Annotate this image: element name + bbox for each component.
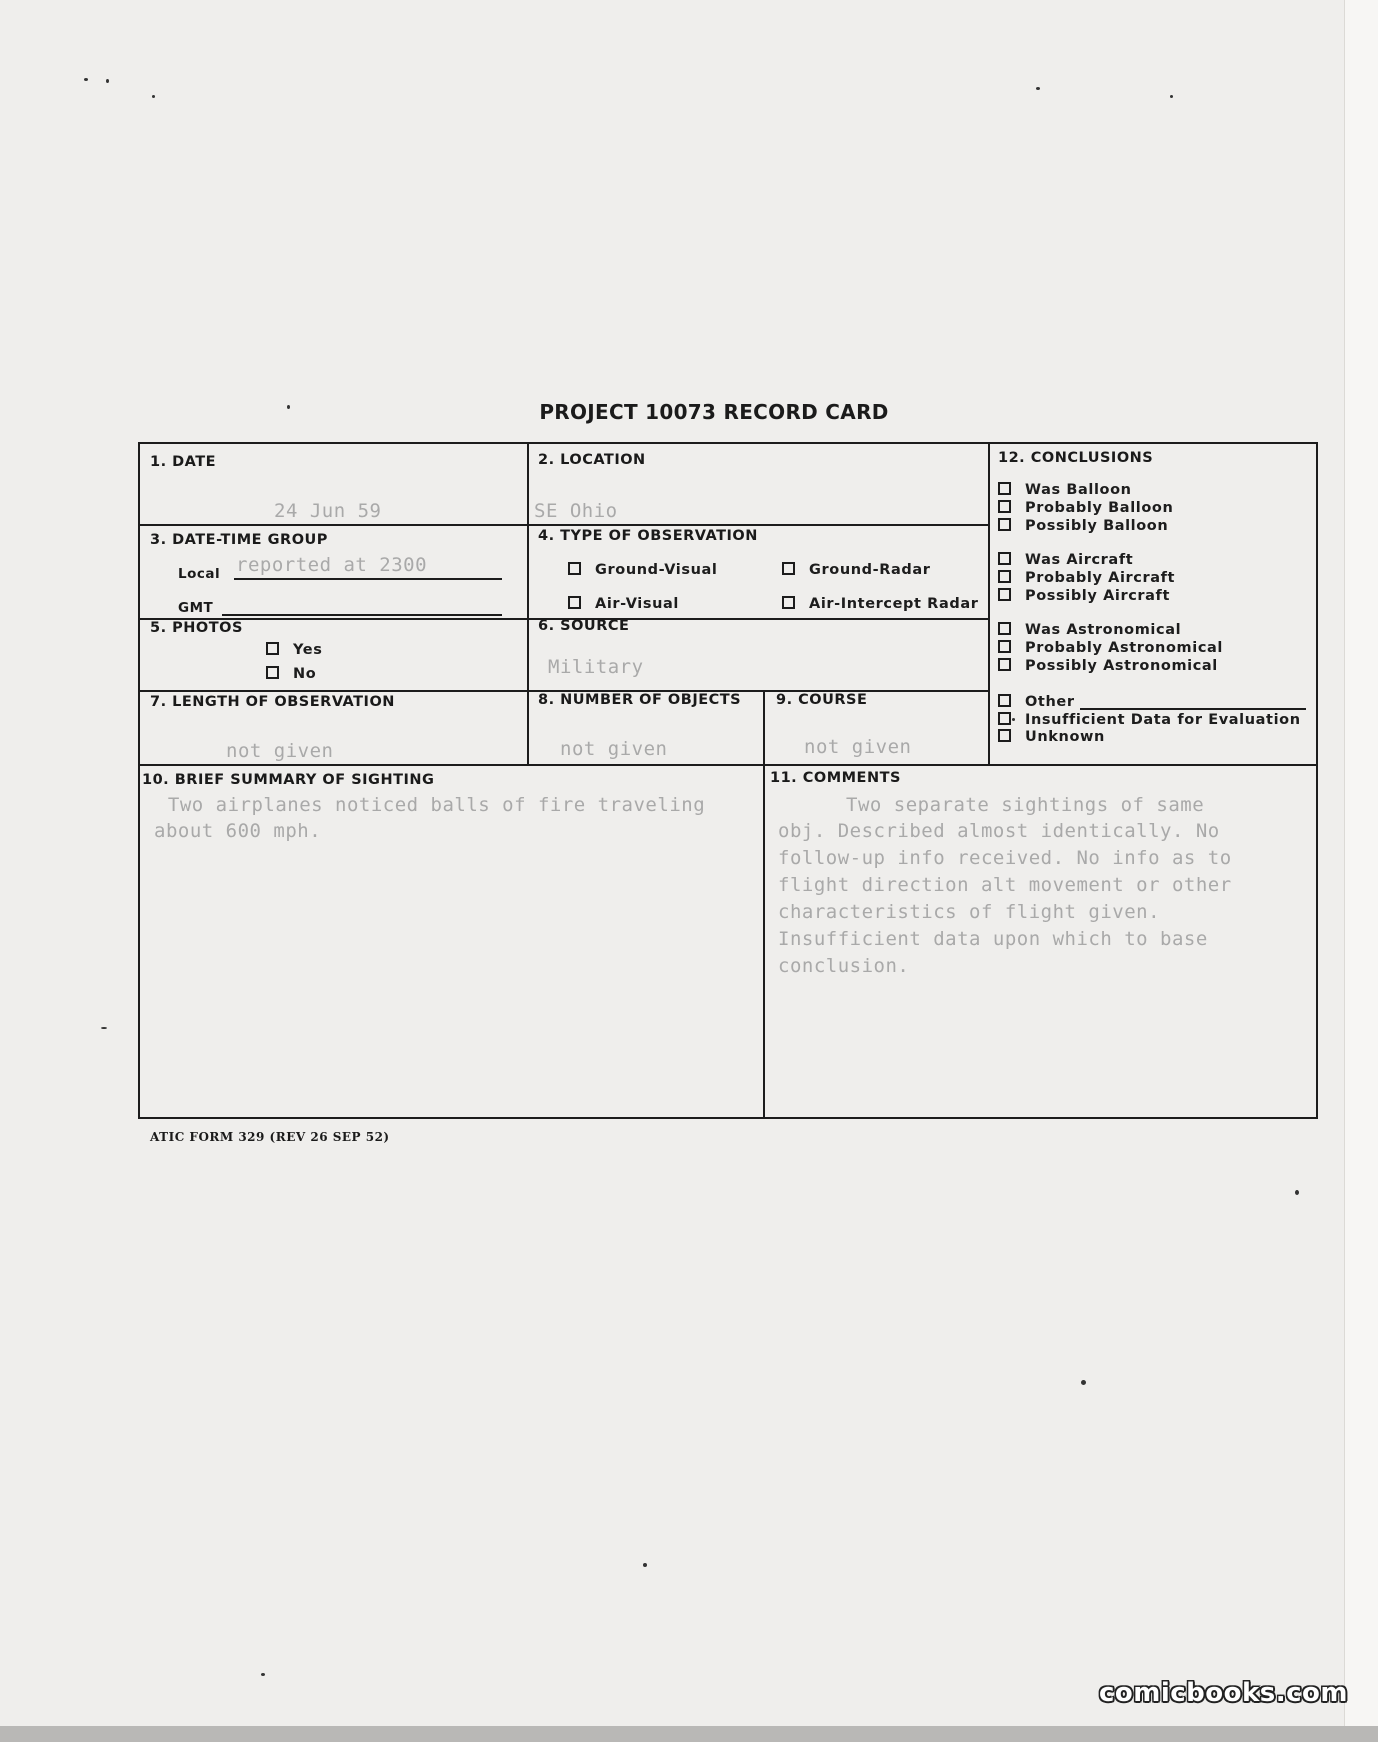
checkbox-icon[interactable] <box>998 658 1011 671</box>
source-label: 6. SOURCE <box>538 618 630 634</box>
scan-speck <box>106 79 109 83</box>
length-of-observation-label: 7. LENGTH OF OBSERVATION <box>150 694 395 710</box>
grid-divider <box>527 444 529 764</box>
checkbox-icon[interactable] <box>782 596 795 609</box>
grid-divider <box>140 764 1316 766</box>
conclusion-was-aircraft[interactable]: Was Aircraft <box>998 552 1133 568</box>
checkbox-icon[interactable] <box>998 500 1011 513</box>
scan-speck <box>1036 87 1040 90</box>
checkbox-icon[interactable] <box>998 640 1011 653</box>
conclusions-label: 12. CONCLUSIONS <box>998 450 1154 466</box>
conclusion-possibly-aircraft[interactable]: Possibly Aircraft <box>998 588 1170 604</box>
form-number: ATIC FORM 329 (REV 26 SEP 52) <box>150 1130 390 1144</box>
scan-speck <box>101 1027 107 1029</box>
other-underline <box>1080 708 1306 710</box>
form-title: PROJECT 10073 RECORD CARD <box>539 400 889 424</box>
grid-divider <box>763 692 765 1117</box>
conclusion-insufficient-data[interactable]: Insufficient Data for Evaluation <box>998 712 1301 728</box>
number-of-objects-value: not given <box>560 738 668 760</box>
comments-line: Two separate sightings of same <box>846 794 1205 816</box>
comments-line: flight direction alt movement or other <box>778 874 1232 896</box>
gmt-label: GMT <box>178 600 214 616</box>
checkbox-icon[interactable] <box>998 552 1011 565</box>
scan-bottom-edge <box>0 1726 1378 1742</box>
length-of-observation-value: not given <box>226 740 334 762</box>
type-of-observation-label: 4. TYPE OF OBSERVATION <box>538 528 758 544</box>
comments-line: characteristics of flight given. <box>778 901 1161 923</box>
location-value: SE Ohio <box>534 500 618 522</box>
option-ground-radar[interactable]: Ground-Radar <box>782 562 931 578</box>
scan-speck <box>643 1563 647 1567</box>
checkbox-checked-icon[interactable] <box>998 712 1011 725</box>
option-photos-no[interactable]: No <box>266 666 316 682</box>
scan-speck <box>1081 1380 1086 1385</box>
brief-summary-label: 10. BRIEF SUMMARY OF SIGHTING <box>142 772 435 788</box>
course-value: not given <box>804 736 912 758</box>
gmt-underline <box>222 614 502 616</box>
photos-label: 5. PHOTOS <box>150 620 243 636</box>
date-label: 1. DATE <box>150 454 217 470</box>
date-time-group-label: 3. DATE-TIME GROUP <box>150 532 328 548</box>
grid-divider <box>988 444 990 766</box>
checkbox-icon[interactable] <box>998 622 1011 635</box>
date-value: 24 Jun 59 <box>274 500 382 522</box>
checkbox-icon[interactable] <box>998 694 1011 707</box>
checkbox-icon[interactable] <box>266 642 279 655</box>
conclusion-probably-balloon[interactable]: Probably Balloon <box>998 500 1173 516</box>
scan-speck <box>261 1673 265 1676</box>
scan-speck <box>1170 95 1173 98</box>
checkbox-icon[interactable] <box>266 666 279 679</box>
record-card <box>138 442 1318 1119</box>
course-label: 9. COURSE <box>776 692 868 708</box>
checkbox-icon[interactable] <box>998 570 1011 583</box>
location-label: 2. LOCATION <box>538 452 646 468</box>
comments-line: Insufficient data upon which to base <box>778 928 1208 950</box>
comments-line: follow-up info received. No info as to <box>778 847 1232 869</box>
checkbox-icon[interactable] <box>782 562 795 575</box>
checkbox-icon[interactable] <box>568 596 581 609</box>
conclusion-was-astronomical[interactable]: Was Astronomical <box>998 622 1181 638</box>
brief-summary-line: Two airplanes noticed balls of fire traveling <box>144 794 706 816</box>
comments-label: 11. COMMENTS <box>770 770 901 786</box>
scan-speck <box>84 78 88 81</box>
checkbox-icon[interactable] <box>998 588 1011 601</box>
scan-edge-strip <box>1344 0 1378 1742</box>
option-air-visual[interactable]: Air-Visual <box>568 596 679 612</box>
watermark: comicbooks.com <box>1098 1678 1348 1708</box>
comments-line: obj. Described almost identically. No <box>778 820 1220 842</box>
checkbox-icon[interactable] <box>998 518 1011 531</box>
local-time-label: Local <box>178 566 221 582</box>
option-ground-visual[interactable]: Ground-Visual <box>568 562 717 578</box>
conclusion-possibly-astronomical[interactable]: Possibly Astronomical <box>998 658 1218 674</box>
checkbox-icon[interactable] <box>568 562 581 575</box>
option-photos-yes[interactable]: Yes <box>266 642 322 658</box>
conclusion-possibly-balloon[interactable]: Possibly Balloon <box>998 518 1168 534</box>
conclusion-probably-astronomical[interactable]: Probably Astronomical <box>998 640 1223 656</box>
scan-speck <box>152 95 155 98</box>
conclusion-unknown[interactable]: Unknown <box>998 729 1105 745</box>
local-time-value: reported at 2300 <box>236 554 428 576</box>
comments-line: conclusion. <box>778 955 910 977</box>
checkbox-icon[interactable] <box>998 729 1011 742</box>
scan-speck <box>1295 1190 1299 1195</box>
option-air-intercept-radar[interactable]: Air-Intercept Radar <box>782 596 978 612</box>
number-of-objects-label: 8. NUMBER OF OBJECTS <box>538 692 742 708</box>
conclusion-was-balloon[interactable]: Was Balloon <box>998 482 1132 498</box>
source-value: Military <box>548 656 644 678</box>
conclusion-probably-aircraft[interactable]: Probably Aircraft <box>998 570 1175 586</box>
local-time-underline <box>234 578 502 580</box>
conclusion-other[interactable]: Other <box>998 694 1075 710</box>
brief-summary-line: about 600 mph. <box>154 820 322 842</box>
grid-divider <box>140 524 989 526</box>
checkbox-icon[interactable] <box>998 482 1011 495</box>
